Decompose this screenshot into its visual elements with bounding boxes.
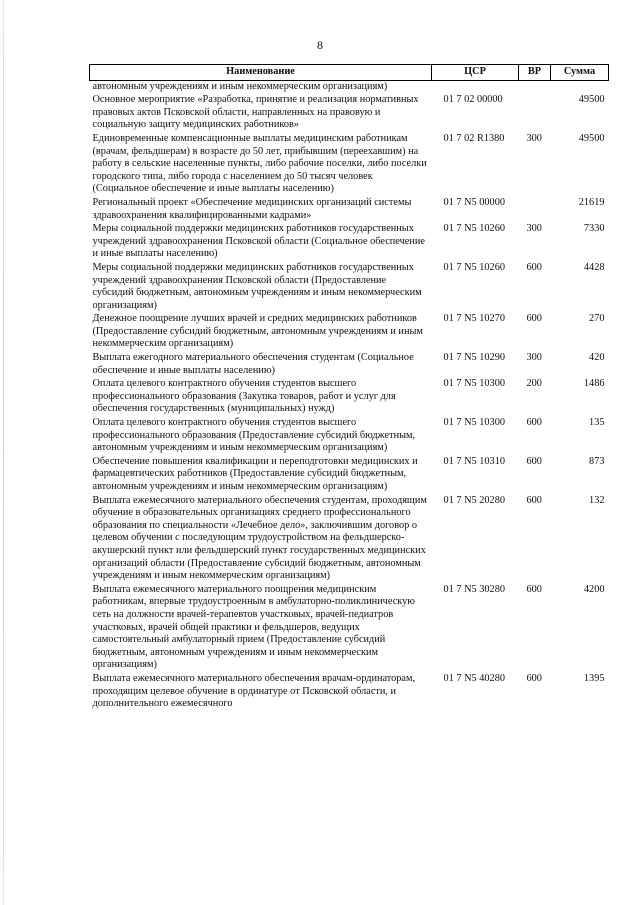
header-name: Наименование bbox=[90, 65, 432, 81]
row-sum: 420 bbox=[589, 352, 605, 364]
table-row bbox=[90, 378, 609, 417]
row-vr: 300 bbox=[526, 223, 542, 235]
table-header-row bbox=[90, 65, 609, 81]
row-sum: 49500 bbox=[578, 94, 605, 106]
row-name: Меры социальной поддержки медицинских работников государственных учреждений здравоохранения Псковской области (Социальное обеспечение и иные выплаты населению) bbox=[92, 223, 425, 260]
row-vr: 600 bbox=[526, 494, 542, 506]
table-row bbox=[90, 94, 609, 133]
row-csr: 01 7 N5 10290 bbox=[443, 352, 505, 364]
table-row bbox=[90, 262, 609, 313]
row-name: Денежное поощрение лучших врачей и средних медицинских работников (Предоставление субсидий бюджетным, автономным учреждениям и иным некоммерческим организациям) bbox=[92, 313, 423, 350]
row-csr: 01 7 N5 10260 bbox=[443, 261, 505, 273]
table-row bbox=[90, 352, 609, 378]
row-name: Выплата ежемесячного материального поощрения медицинским работникам, впервые трудоустроенным в амбулаторно-поликлиническую сеть на должности врачей-терапевтов участковых, врачей-педиатров участковых, врачей общей практики и фельдшеров, ведущих самостоятельный амбулаторный прием (Предоставление субсидий бюджетным, автономным учреждениям и иным некоммерческим организациям) bbox=[92, 583, 415, 671]
table-row bbox=[90, 417, 609, 456]
row-sum: 873 bbox=[589, 455, 605, 467]
row-sum bbox=[551, 80, 609, 94]
row-csr: 01 7 N5 00000 bbox=[443, 196, 505, 208]
row-name: Основное мероприятие «Разработка, принятие и реализация нормативных правовых актов Псковской области, направленных на правовую и социальную защиту медицинских работников» bbox=[92, 94, 419, 131]
header-sum: Сумма bbox=[551, 65, 609, 81]
row-csr: 01 7 02 00000 bbox=[443, 94, 503, 106]
row-name: Единовременные компенсационные выплаты медицинским работникам (врачам, фельдшерам) в возрасте до 50 лет, прибывшим (переехавшим) на работу в сельские населенные пункты, либо рабочие поселки, либо поселки городского типа, либо города с населением до 50 тысяч человек (Социальное обеспечение и иные выплаты населению) bbox=[92, 132, 427, 195]
table-row bbox=[90, 133, 609, 197]
scan-edge bbox=[3, 0, 4, 905]
row-csr: 01 7 N5 10310 bbox=[443, 455, 505, 467]
budget-table bbox=[89, 64, 609, 712]
row-vr: 600 bbox=[526, 417, 542, 429]
row-vr: 600 bbox=[526, 672, 542, 684]
row-sum: 132 bbox=[589, 494, 605, 506]
row-vr: 600 bbox=[526, 455, 542, 467]
row-name: Оплата целевого контрактного обучения студентов высшего профессионального образования (Закупка товаров, работ и услуг для обеспечения государственных (муниципальных) нужд) bbox=[92, 378, 396, 415]
row-csr: 01 7 N5 20280 bbox=[443, 494, 505, 506]
row-csr: 01 7 N5 10300 bbox=[443, 417, 505, 429]
header-csr: ЦСР bbox=[432, 65, 519, 81]
row-sum: 135 bbox=[589, 417, 605, 429]
row-vr: 600 bbox=[526, 261, 542, 273]
row-sum: 49500 bbox=[578, 132, 605, 144]
row-csr: 01 7 N5 40280 bbox=[443, 672, 505, 684]
row-name: Меры социальной поддержки медицинских работников государственных учреждений здравоохранения Псковской области (Предоставление субсидий бюджетным, автономным учреждениям и иным некоммерческим организациям) bbox=[92, 261, 422, 311]
row-name: Выплата ежегодного материального обеспечения студентам (Социальное обеспечение и иные выплаты населению) bbox=[92, 352, 414, 376]
row-vr: 600 bbox=[526, 583, 542, 595]
row-name: Обеспечение повышения квалификации и переподготовки медицинских и фармацевтических работников (Предоставление субсидий бюджетным, автономным учреждениям и иным некоммерческим организациям) bbox=[92, 455, 418, 492]
row-vr bbox=[519, 80, 551, 94]
table-row bbox=[90, 80, 609, 94]
row-csr: 01 7 N5 30280 bbox=[443, 583, 505, 595]
row-name: Региональный проект «Обеспечение медицинских организаций системы здравоохранения квалифицированными кадрами» bbox=[92, 196, 412, 221]
row-sum: 1486 bbox=[583, 378, 605, 390]
page-number: 8 bbox=[317, 38, 323, 52]
row-csr: 01 7 N5 10270 bbox=[443, 313, 505, 325]
row-name: автономным учреждениям и иным некоммерческим организациям) bbox=[92, 80, 388, 92]
table-row bbox=[90, 584, 609, 673]
row-vr: 600 bbox=[526, 313, 542, 325]
row-csr bbox=[432, 80, 519, 94]
row-vr bbox=[519, 94, 551, 133]
table-row bbox=[90, 313, 609, 352]
row-vr: 300 bbox=[526, 132, 542, 144]
row-name: Выплата ежемесячного материального обеспечения студентам, проходящим обучение в образовательных организациях среднего профессионального образования по специальности «Лечебное дело», заключившим договор о целевом обучении с последующим трудоустройством на фельдшерско-акушерский пункт или фельдшерский пункт государственных медицинских организаций области (Предоставление субсидий бюджетным, автономным учреждениям и иным некоммерческим организациям) bbox=[92, 494, 427, 582]
table-row bbox=[90, 197, 609, 223]
table-row bbox=[90, 495, 609, 584]
row-csr: 01 7 N5 10300 bbox=[443, 378, 505, 390]
row-sum: 21619 bbox=[578, 196, 605, 208]
row-vr: 300 bbox=[526, 352, 542, 364]
row-sum: 270 bbox=[589, 313, 605, 325]
row-sum: 7330 bbox=[583, 223, 605, 235]
table-row bbox=[90, 223, 609, 262]
row-name: Оплата целевого контрактного обучения студентов высшего профессионального образования (Предоставление субсидий бюджетным, автономным учреждениям и иным некоммерческим организациям) bbox=[92, 417, 416, 454]
row-csr: 01 7 N5 10260 bbox=[443, 223, 505, 235]
row-csr: 01 7 02 R1380 bbox=[443, 132, 505, 144]
row-sum: 1395 bbox=[583, 672, 605, 684]
row-sum: 4428 bbox=[583, 261, 605, 273]
table-row bbox=[90, 673, 609, 712]
row-sum: 4200 bbox=[583, 583, 605, 595]
row-name: Выплата ежемесячного материального обеспечения врачам-ординаторам, проходящим целевое обучение в ординатуре от Псковской области, и дополнительного ежемесячного bbox=[92, 672, 416, 710]
header-vr: ВР bbox=[519, 65, 551, 81]
table-row bbox=[90, 456, 609, 495]
row-vr bbox=[519, 197, 551, 223]
row-vr: 200 bbox=[526, 378, 542, 390]
